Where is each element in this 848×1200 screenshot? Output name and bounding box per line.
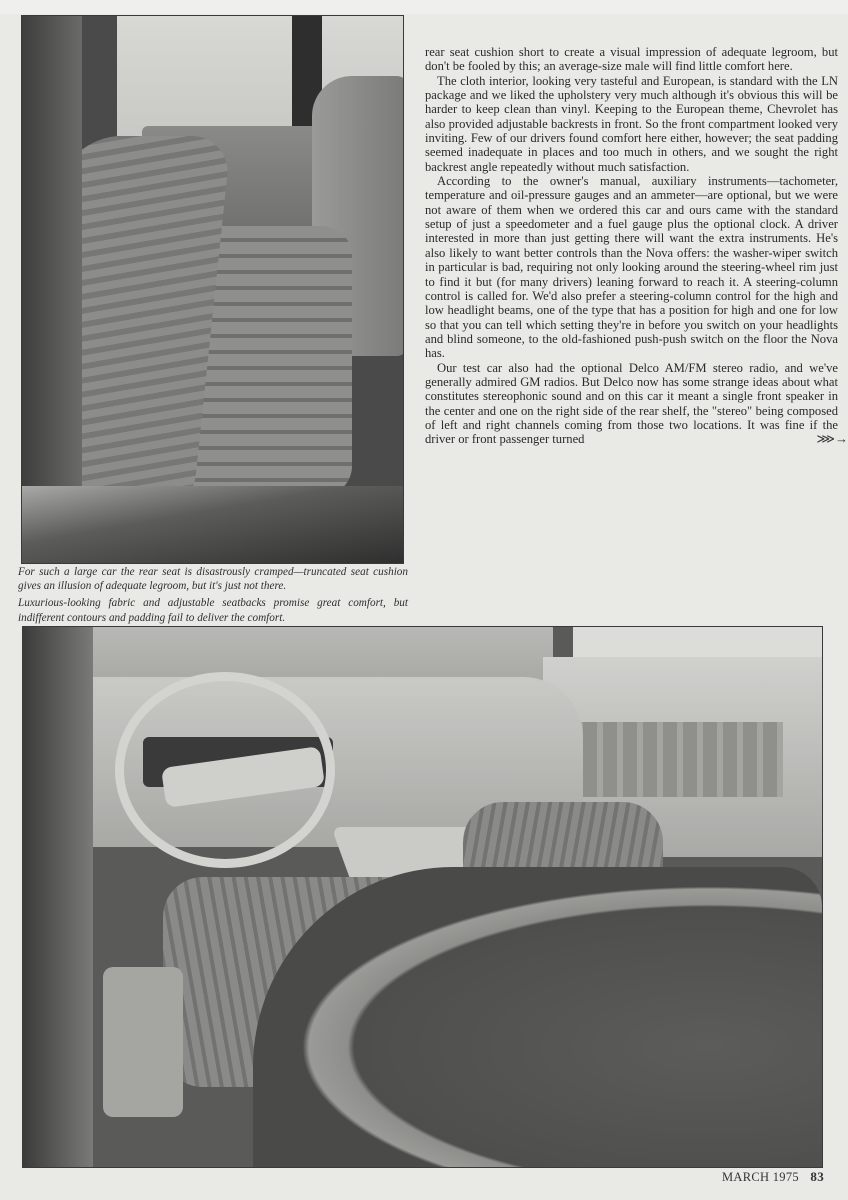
article-paragraph: Our test car also had the optional Delco AM/FM stereo radio, and we've generally admired GM radios. But Delco now has some strange ideas about what constitutes stereophonic sound and on this car it meant a single front speaker in the center and one on the right side of the rear shelf, the "stereo" being composed of left and right channels coming from those two locations. It was fine if the driver or front passenger turned — [425, 360, 838, 447]
page-folio — [722, 1169, 824, 1185]
photo-rear-seat — [21, 15, 404, 564]
caption-front-seats: Luxurious-looking fabric and adjustable seatbacks promise great comfort, but indifferent contours and padding fail to deliver the comfort. — [18, 597, 408, 624]
caption-rear-seat: For such a large car the rear seat is disastrously cramped—truncated seat cushion gives an illusion of adequate legroom, but it's just not there. — [18, 566, 408, 593]
photo-caption — [18, 565, 408, 628]
door-armrest — [103, 967, 183, 1117]
article-paragraph: The cloth interior, looking very tasteful and European, is standard with the LN package and we liked the upholstery very much although it's obvious this will be harder to keep clean than vinyl. Keeping to the European theme, Chevrolet has also provided adjustable backrests in front. So the front compartment looked very inviting. Few of our drivers found comfort here either, however; the seat padding seemed inadequate in places and too much in others, and we sought the right backrest angle repeatedly without much satisfaction. — [425, 73, 838, 174]
article-paragraph: rear seat cushion short to create a visual impression of adequate legroom, but don't be fooled by this; an average-size male will find little comfort here. — [425, 45, 838, 74]
driver-seatback — [253, 867, 822, 1167]
continued-arrow-icon: ⋙→ — [816, 431, 848, 447]
door-sill — [22, 486, 403, 563]
door-frame — [22, 16, 82, 563]
page-number: 83 — [810, 1169, 824, 1184]
issue-date: MARCH 1975 — [721, 1170, 799, 1184]
article-body — [425, 45, 848, 447]
article-paragraph: According to the owner's manual, auxiliary instruments—tachometer, temperature and oil-pressure gauges and an ammeter—are optional, but we were not aware of them when we ordered this car and ours came with the standard setup of just a speedometer and a fuel gauge plus the optional clock. A driver interested in more than just getting there will want the extra instruments. He's also likely to want better controls than the Nova offers: the washer-wiper switch in particular is bad, requiring not only looking around the steering-wheel rim just to find it but (for many drivers) leaning forward to reach it. A steering-column control is called for. We'd also prefer a steering-column control for the high and low headlight beams, one of the type that has a position for high and one for low so that you can tell which setting they're in before you switch on your headlights and blind someone, to the old-fashioned push-push switch on the floor the Nova has. — [425, 174, 838, 361]
page-top-edge — [0, 0, 848, 14]
photo-dashboard — [22, 626, 823, 1168]
driver-door-frame — [23, 627, 93, 1167]
